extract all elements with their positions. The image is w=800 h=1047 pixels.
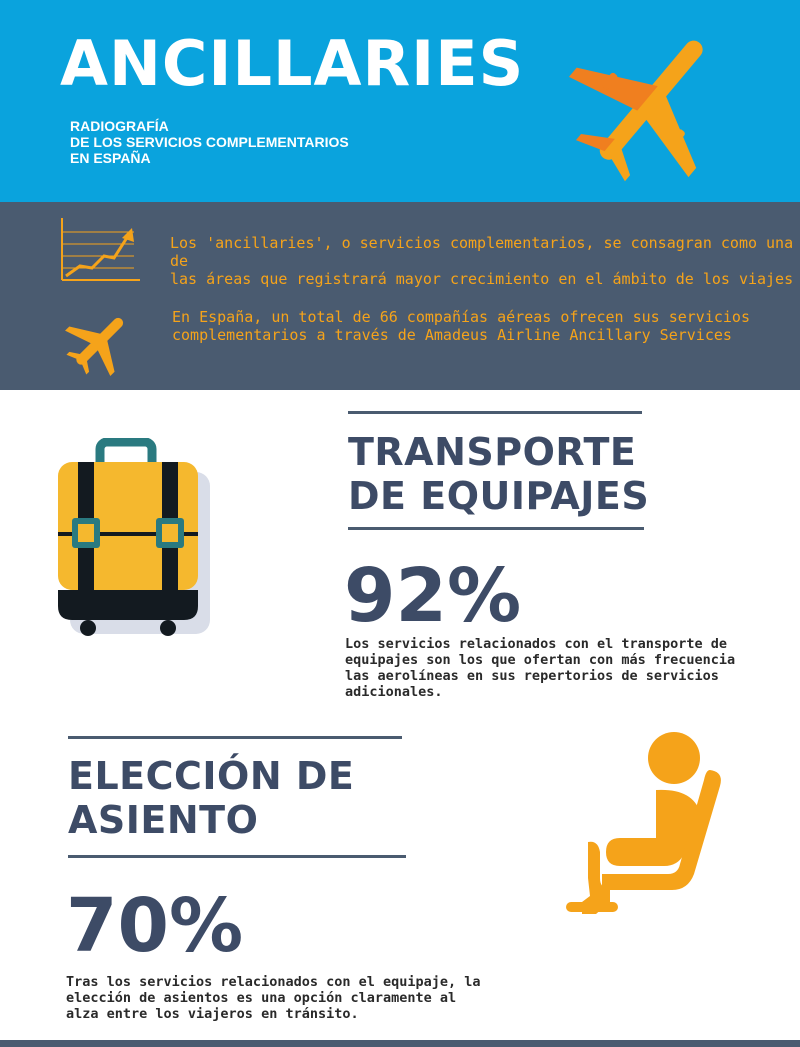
divider: [348, 411, 642, 414]
growth-chart-icon: [58, 216, 142, 284]
title-line: ASIENTO: [68, 798, 259, 842]
info-line: las áreas que registrará mayor crecimiento en el ámbito de los viajes: [170, 270, 794, 288]
desc-line: elección de asientos es una opción claramente al: [66, 990, 457, 1006]
desc-line: adicionales.: [345, 684, 443, 700]
desc-line: las aerolíneas en sus repertorios de servicios: [345, 668, 719, 684]
info-line: En España, un total de 66 compañías aéreas ofrecen sus servicios: [172, 308, 750, 326]
header-banner: [0, 0, 800, 202]
info-band: [0, 202, 800, 390]
airplane-icon: [568, 14, 728, 194]
info-item-growth: [0, 202, 800, 296]
info-text-airlines: [172, 308, 750, 344]
title-line: ELECCIÓN DE: [68, 754, 355, 798]
info-line: complementarios a través de Amadeus Airline Ancillary Services: [172, 326, 732, 344]
divider: [68, 736, 402, 739]
seat-description: [66, 974, 481, 1022]
subtitle-line: EN ESPAÑA: [70, 150, 151, 166]
seat-title: [68, 754, 354, 842]
suitcase-icon: [50, 438, 220, 644]
desc-line: equipajes son los que ofertan con más frecuencia: [345, 652, 736, 668]
info-text-growth: [170, 234, 800, 288]
subtitle-line: DE LOS SERVICIOS COMPLEMENTARIOS: [70, 134, 349, 150]
title-line: TRANSPORTE: [348, 430, 637, 474]
desc-line: alza entre los viajeros en tránsito.: [66, 1006, 359, 1022]
info-item-airlines: [0, 296, 800, 390]
info-line: Los 'ancillaries', o servicios complementarios, se consagran como una de: [170, 234, 794, 270]
airplane-icon: [64, 306, 134, 378]
baggage-title: [348, 430, 649, 518]
baggage-description: [345, 636, 735, 700]
seat-percent: 70%: [66, 883, 244, 969]
baggage-percent: 92%: [344, 553, 522, 639]
page-title: ANCILLARIES: [60, 27, 525, 100]
title-line: DE EQUIPAJES: [348, 474, 650, 518]
seated-person-icon: [560, 728, 730, 918]
divider: [348, 527, 644, 530]
subtitle-line: RADIOGRAFÍA: [70, 118, 169, 134]
footer-bar: [0, 1040, 800, 1047]
desc-line: Tras los servicios relacionados con el equipaje, la: [66, 974, 481, 990]
desc-line: Los servicios relacionados con el transporte de: [345, 636, 728, 652]
divider: [68, 855, 406, 858]
page-subtitle: [70, 118, 349, 166]
